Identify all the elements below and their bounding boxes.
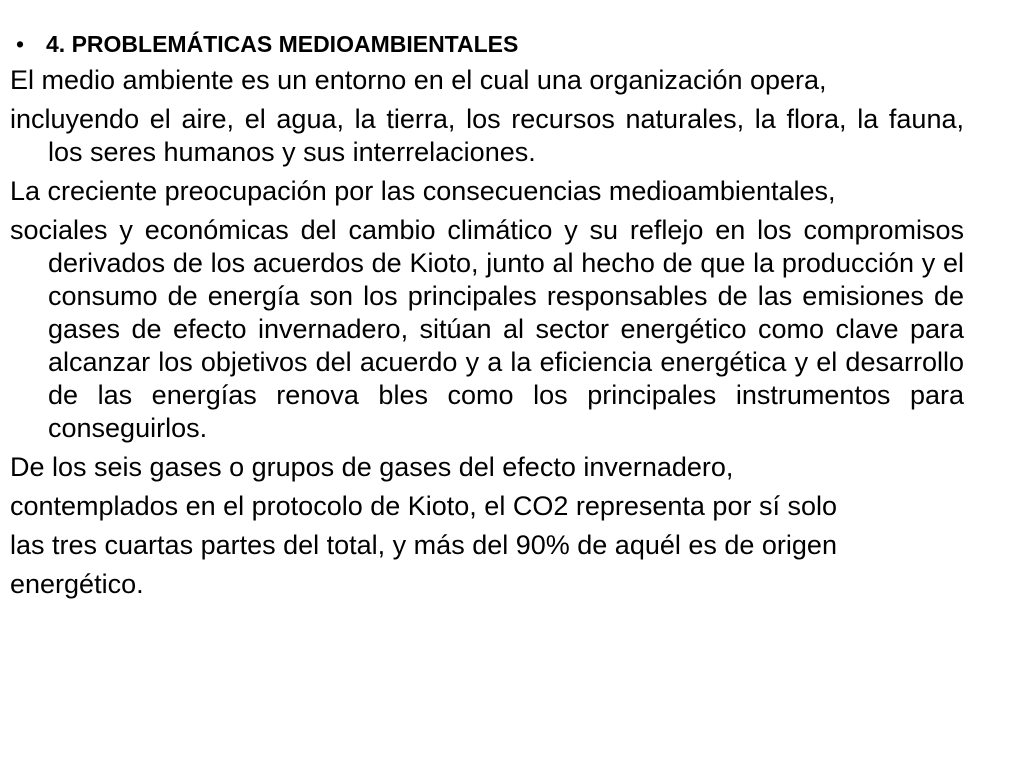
paragraph-concern-intro: La creciente preocupación por las consecuencias medioambientales, <box>10 176 836 206</box>
paragraph-gases-line-4: energético. <box>10 569 144 599</box>
paragraph-environment-elements: incluyendo el aire, el agua, la tierra, los recursos naturales, la flora, la fauna, los seres humanos y sus interrelaciones. <box>10 104 964 167</box>
paragraph-environment-definition: El medio ambiente es un entorno en el cual una organización opera, <box>10 65 827 95</box>
slide-heading <box>10 28 964 60</box>
paragraph-gases-line-3: las tres cuartas partes del total, y más del 90% de aquél es de origen <box>10 530 837 560</box>
paragraph-gases-line-1: De los seis gases o grupos de gases del efecto invernadero, <box>10 452 734 482</box>
bullet-icon: • <box>16 31 25 57</box>
paragraph-energy-sector: sociales y económicas del cambio climático y su reflejo en los compromisos derivados de los acuerdos de Kioto, junto al hecho de que la producción y el consumo de energía son los principales responsables de las emisiones de gases de efecto invernadero, sitúan al sector energético como clave para alcanzar los objetivos del acuerdo y a la eficiencia energética y el desarrollo de las energías renova bles como los principales instrumentos para conseguirlos. <box>10 215 964 443</box>
heading-text: 4. PROBLEMÁTICAS MEDIOAMBIENTALES <box>46 31 519 57</box>
paragraph-gases-line-2: contemplados en el protocolo de Kioto, el CO2 representa por sí solo <box>10 491 837 521</box>
